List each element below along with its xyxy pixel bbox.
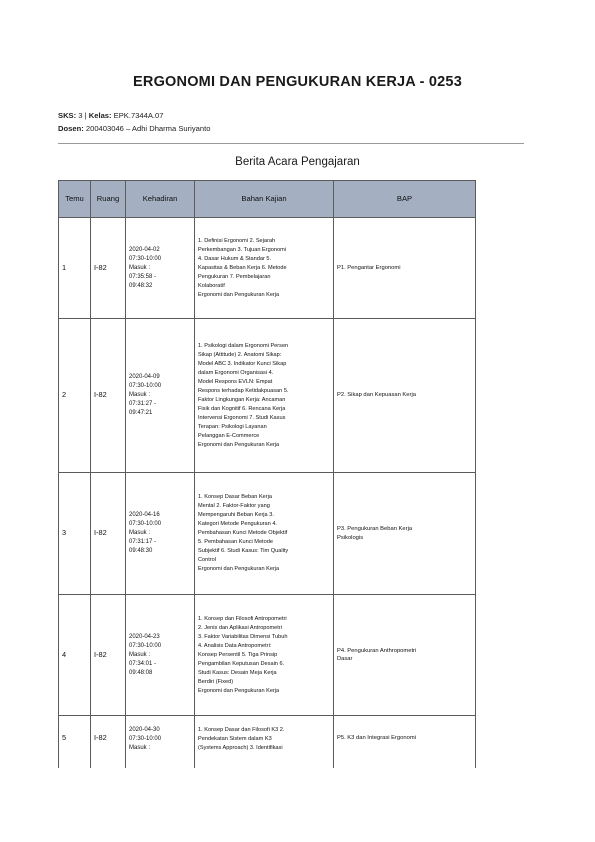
cell-kehadiran-line: 07:30-10:00 bbox=[129, 383, 162, 389]
cell-bahan-kajian-line: 1. Konsep Dasar dan Filosofi K3 2. bbox=[198, 727, 285, 733]
cell-bahan-kajian-line: (Systems Approach) 3. Identifikasi bbox=[198, 745, 283, 751]
cell-kehadiran-line: 07:30-10:00 bbox=[129, 521, 162, 527]
cell-kehadiran-line: 2020-04-30 bbox=[129, 727, 160, 733]
cell-ruang-text: I-82 bbox=[94, 528, 107, 538]
cell-kehadiran bbox=[126, 319, 195, 473]
table-row bbox=[59, 473, 476, 595]
cell-bahan-kajian bbox=[195, 595, 334, 716]
cell-bap-line: Psikologis bbox=[337, 534, 364, 541]
cell-ruang bbox=[91, 473, 126, 595]
cell-temu bbox=[59, 319, 91, 473]
cell-kehadiran-line: Masuk : bbox=[129, 651, 151, 658]
cell-ruang bbox=[91, 716, 126, 769]
table-row bbox=[59, 595, 476, 716]
cell-bahan-kajian bbox=[195, 218, 334, 319]
column-header-bap: BAP bbox=[334, 181, 476, 218]
dosen-label: Dosen: bbox=[58, 124, 84, 133]
cell-bahan-kajian-line: Pelanggan E-Commerce bbox=[198, 432, 260, 439]
cell-bahan-kajian-line: 5. Pembahasan Kunci Metode bbox=[198, 539, 273, 545]
cell-bahan-kajian-line: Mempengaruhi Beban Kerja 3. bbox=[198, 512, 274, 518]
cell-bahan-kajian-line: 1. Definisi Ergonomi 2. Sejarah bbox=[198, 237, 276, 244]
table-row bbox=[59, 716, 476, 769]
sks-label: SKS: bbox=[58, 111, 77, 120]
cell-bap bbox=[334, 473, 476, 595]
cell-bahan-kajian-line: Intervensi Ergonomi 7. Studi Kasus bbox=[198, 414, 286, 421]
column-header-kehadiran: Kehadiran bbox=[126, 181, 195, 218]
cell-kehadiran-line: Masuk : bbox=[129, 264, 151, 271]
cell-bap-line: P3. Pengukuran Beban Kerja bbox=[337, 526, 413, 532]
cell-kehadiran-line: 07:30-10:00 bbox=[129, 255, 162, 262]
cell-temu-text: 3 bbox=[62, 528, 67, 538]
column-header-temu: Temu bbox=[59, 181, 91, 218]
cell-bahan-kajian-line: Kolaboratif bbox=[198, 282, 225, 289]
cell-bahan-kajian-line: 4. Dasar Hukum & Standar 5. bbox=[198, 255, 272, 262]
cell-kehadiran-line: 2020-04-09 bbox=[129, 374, 160, 380]
cell-ruang bbox=[91, 218, 126, 319]
cell-bahan-kajian-line: Respons terhadap Ketidakpuasan 5. bbox=[198, 387, 289, 394]
cell-bahan-kajian-line: Pendekatan Sistem dalam K3 bbox=[198, 736, 272, 742]
cell-bap-line: P1. Pengantar Ergonomi bbox=[337, 264, 401, 271]
cell-temu-text: 2 bbox=[62, 390, 67, 400]
sks-value: 3 bbox=[78, 111, 83, 120]
cell-kehadiran-line: 07:31:17 - bbox=[129, 539, 157, 545]
cell-temu bbox=[59, 716, 91, 769]
cell-kehadiran-line: 07:35:58 - bbox=[129, 273, 157, 280]
cell-bahan-kajian-line: Subjektif 6. Studi Kasus: Tim Quality bbox=[198, 548, 289, 554]
cell-temu bbox=[59, 473, 91, 595]
cell-bap bbox=[334, 319, 476, 473]
cell-kehadiran-line: 09:48:08 bbox=[129, 669, 153, 676]
cell-kehadiran-line: 09:47:21 bbox=[129, 410, 153, 416]
cell-bap-line: P2. Sikap dan Kepuasan Kerja bbox=[337, 392, 416, 399]
cell-bahan-kajian-line: Berdiri (Fixed) bbox=[198, 678, 234, 685]
cell-bahan-kajian-line: Fisik dan Kognitif 6. Rencana Kerja bbox=[198, 405, 286, 412]
cell-kehadiran-line: Masuk : bbox=[129, 392, 151, 398]
cell-bap bbox=[334, 218, 476, 319]
cell-bahan-kajian-line: Control bbox=[198, 557, 217, 563]
cell-ruang-text: I-82 bbox=[94, 649, 107, 659]
cell-bahan-kajian-line: Faktor Lingkungan Kerja: Ancaman bbox=[198, 396, 286, 403]
cell-bahan-kajian-line: Ergonomi dan Pengukuran Kerja bbox=[198, 441, 280, 448]
cell-kehadiran-line: 09:48:30 bbox=[129, 548, 153, 554]
cell-ruang-text: I-82 bbox=[94, 390, 107, 400]
cell-kehadiran-line: 2020-04-23 bbox=[129, 633, 160, 640]
cell-ruang bbox=[91, 595, 126, 716]
cell-bahan-kajian-line: Pembahasan Kunci Metode Objektif bbox=[198, 530, 288, 536]
cell-bahan-kajian-line: 4. Analisis Data Antropometri: bbox=[198, 642, 272, 649]
cell-kehadiran bbox=[126, 595, 195, 716]
cell-bahan-kajian-line: Kapasitas & Beban Kerja 6. Metode bbox=[198, 264, 287, 271]
cell-bahan-kajian-line: 1. Konsep Dasar Beban Kerja bbox=[198, 494, 273, 500]
table-header-row bbox=[59, 181, 476, 218]
cell-temu bbox=[59, 595, 91, 716]
cell-bahan-kajian bbox=[195, 319, 334, 473]
teaching-record-table bbox=[58, 180, 476, 768]
section-title: Berita Acara Pengajaran bbox=[235, 156, 360, 168]
cell-bap-line: P4. Pengukuran Anthropometri bbox=[337, 647, 417, 654]
cell-kehadiran-line: 09:48:32 bbox=[129, 282, 153, 289]
cell-ruang bbox=[91, 319, 126, 473]
column-header-bahan-kajian: Bahan Kajian bbox=[195, 181, 334, 218]
cell-bahan-kajian-line: Model Respons EVLN: Empat bbox=[198, 378, 273, 385]
cell-bap bbox=[334, 595, 476, 716]
cell-bap bbox=[334, 716, 476, 769]
cell-kehadiran-line: Masuk : bbox=[129, 745, 151, 751]
cell-bahan-kajian bbox=[195, 716, 334, 769]
cell-bahan-kajian-line: 3. Faktor Variabilitas Dimensi Tubuh bbox=[198, 633, 288, 640]
cell-bahan-kajian-line: dalam Ergonomi Organisasi 4. bbox=[198, 369, 274, 376]
cell-kehadiran-line: 2020-04-02 bbox=[129, 246, 160, 253]
cell-bahan-kajian-line: 1. Konsep dan Filosofi Antropometri bbox=[198, 615, 287, 622]
cell-bahan-kajian-line: Perkembangan 3. Tujuan Ergonomi bbox=[198, 246, 287, 253]
page-title: ERGONOMI DAN PENGUKURAN KERJA - 0253 bbox=[133, 74, 462, 90]
meta-separator: | bbox=[84, 111, 87, 120]
table-row bbox=[59, 218, 476, 319]
cell-temu-text: 5 bbox=[62, 733, 67, 742]
cell-bahan-kajian-line: Pengambilan Keputusan Desain 6. bbox=[198, 660, 285, 667]
cell-bap-line: Dasar bbox=[337, 656, 353, 662]
cell-kehadiran-line: 07:31:27 - bbox=[129, 401, 157, 407]
cell-kehadiran-line: 07:30-10:00 bbox=[129, 736, 162, 742]
cell-ruang-text: I-82 bbox=[94, 262, 107, 272]
cell-kehadiran bbox=[126, 473, 195, 595]
cell-bahan-kajian-line: Konsep Persentil 5. Tiga Prinsip bbox=[198, 651, 278, 658]
cell-bahan-kajian-line: Mental 2. Faktor-Faktor yang bbox=[198, 503, 270, 509]
cell-bahan-kajian bbox=[195, 473, 334, 595]
cell-bahan-kajian-line: 1. Psikologi dalam Ergonomi Persen bbox=[198, 342, 289, 349]
cell-ruang-text: I-82 bbox=[94, 733, 107, 742]
cell-temu bbox=[59, 218, 91, 319]
cell-bahan-kajian-line: Terapan: Psikologi Layanan bbox=[198, 423, 267, 430]
cell-bahan-kajian-line: Sikap (Attitude) 2. Anatomi Sikap: bbox=[198, 351, 282, 358]
cell-kehadiran-line: 07:34:01 - bbox=[129, 660, 157, 667]
cell-bahan-kajian-line: Model ABC 3. Indikator Kunci Sikap bbox=[198, 360, 287, 367]
cell-bap-line: P5. K3 dan Integrasi Ergonomi bbox=[337, 735, 416, 741]
cell-kehadiran-line: Masuk : bbox=[129, 530, 151, 536]
cell-bahan-kajian-line: Ergonomi dan Pengukuran Kerja bbox=[198, 566, 280, 572]
cell-bahan-kajian-line: Kategori Metode Pengukuran 4. bbox=[198, 521, 277, 527]
cell-bahan-kajian-line: 2. Jenis dan Aplikasi Antropometri bbox=[198, 624, 282, 631]
kelas-value: EPK.7344A.07 bbox=[113, 111, 164, 120]
table-row bbox=[59, 319, 476, 473]
dosen-value: 200403046 – Adhi Dharma Suriyanto bbox=[85, 124, 211, 133]
cell-bahan-kajian-line: Studi Kasus: Desain Meja Kerja bbox=[198, 669, 277, 676]
column-header-ruang: Ruang bbox=[91, 181, 126, 218]
cell-temu-text: 4 bbox=[62, 649, 67, 659]
cell-kehadiran bbox=[126, 218, 195, 319]
cell-bahan-kajian-line: Ergonomi dan Pengukuran Kerja bbox=[198, 291, 280, 298]
cell-bahan-kajian-line: Ergonomi dan Pengukuran Kerja bbox=[198, 687, 280, 694]
kelas-label: Kelas: bbox=[88, 111, 112, 120]
table-body bbox=[59, 218, 476, 769]
cell-kehadiran bbox=[126, 716, 195, 769]
cell-temu-text: 1 bbox=[62, 262, 67, 272]
cell-bahan-kajian-line: Pengukuran 7. Pembelajaran bbox=[198, 273, 271, 280]
cell-kehadiran-line: 07:30-10:00 bbox=[129, 642, 162, 649]
cell-kehadiran-line: 2020-04-16 bbox=[129, 512, 160, 518]
